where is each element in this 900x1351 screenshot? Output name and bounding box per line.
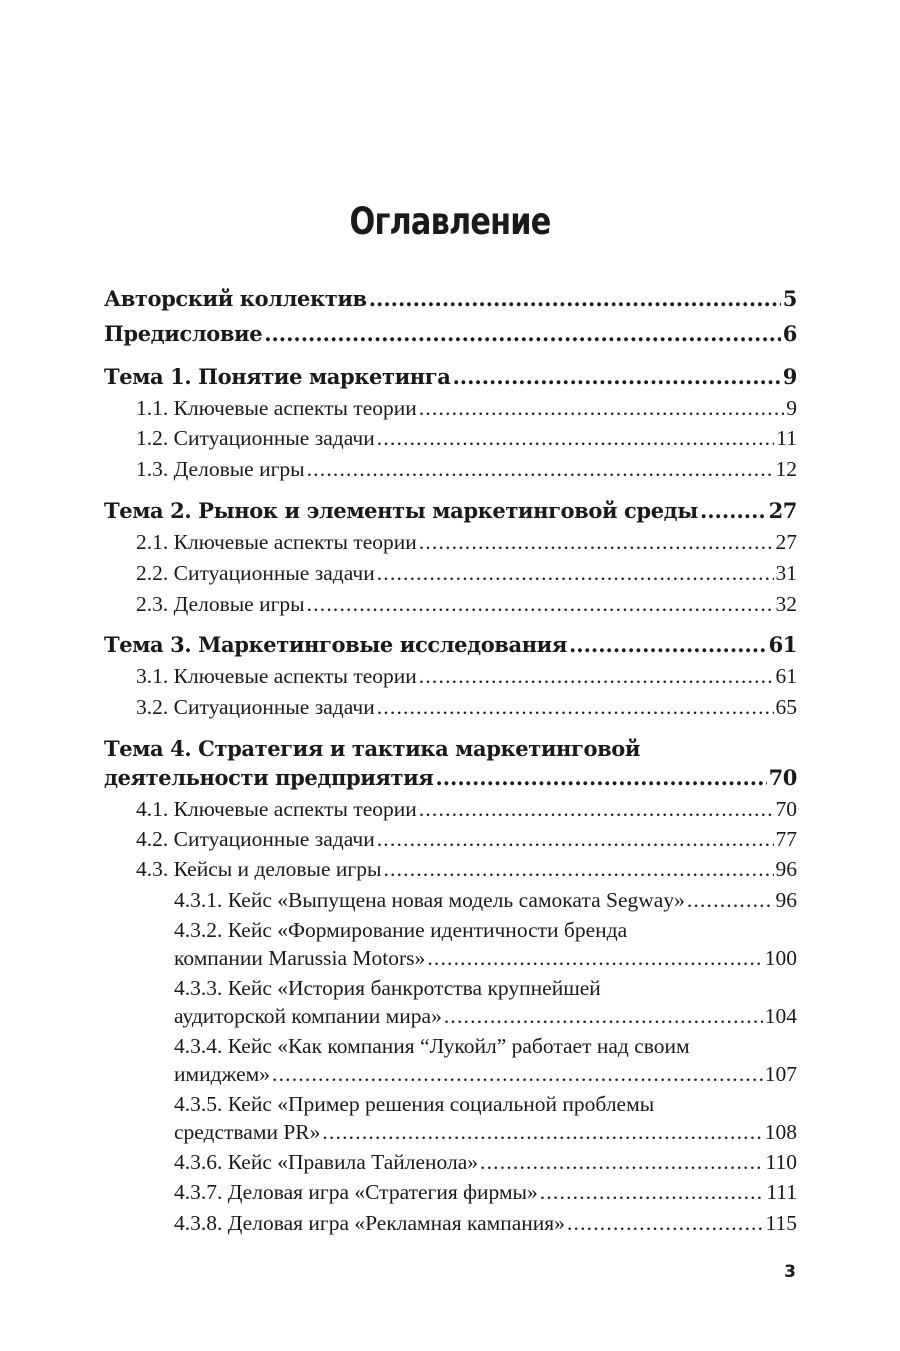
toc-entry-1-3[interactable] — [136, 457, 797, 482]
toc-entry-page: 104 — [764, 1004, 797, 1028]
toc-entry-2-1[interactable] — [136, 530, 797, 555]
toc-leader-dots — [427, 946, 762, 971]
toc-entry-text: аудиторской компании мира» — [174, 1004, 442, 1028]
page-number: 3 — [784, 1262, 796, 1282]
toc-entry-page: 107 — [764, 1062, 797, 1086]
toc-leader-dots — [435, 765, 766, 790]
toc-entry-page: 108 — [764, 1120, 797, 1144]
toc-entry-4-3[interactable] — [136, 857, 797, 882]
toc-entry-topic-4[interactable] — [104, 765, 797, 790]
toc-entry-page: 12 — [775, 457, 797, 481]
toc-leader-dots — [419, 530, 774, 555]
toc-leader-dots — [419, 797, 774, 822]
toc-leader-dots — [264, 321, 781, 346]
toc-entry-topic-4-line1[interactable]: Тема 4. Стратегия и тактика маркетинговой — [104, 736, 641, 761]
toc-entry-4-3-2-line1[interactable]: 4.3.2. Кейс «Формирование идентичности бренда — [174, 918, 628, 942]
toc-entry-page: 70 — [775, 797, 797, 821]
toc-entry-authors[interactable] — [104, 286, 797, 311]
toc-entry-text: имиджем» — [174, 1062, 271, 1086]
toc-entry-3-2[interactable] — [136, 695, 797, 720]
toc-entry-text: деятельности предприятия — [104, 765, 434, 790]
toc-entry-text: Тема 3. Маркетинговые исследования — [104, 632, 567, 657]
toc-leader-dots — [377, 426, 775, 451]
toc-entry-page: 115 — [765, 1211, 797, 1235]
toc-entry-text: 4.3.8. Деловая игра «Рекламная кампания» — [174, 1211, 565, 1235]
toc-leader-dots — [444, 1004, 763, 1029]
toc-entry-1-2[interactable] — [136, 426, 797, 451]
toc-entry-text: 4.3. Кейсы и деловые игры — [136, 857, 382, 881]
toc-leader-dots — [567, 1211, 764, 1236]
toc-entry-4-3-3[interactable] — [174, 1004, 797, 1029]
toc-entry-topic-1[interactable] — [104, 364, 797, 389]
toc-entry-4-3-5-line1[interactable]: 4.3.5. Кейс «Пример решения социальной проблемы — [174, 1092, 655, 1116]
toc-entry-2-2[interactable] — [136, 561, 797, 586]
toc-leader-dots — [377, 695, 774, 720]
toc-leader-dots — [687, 888, 774, 913]
toc-leader-dots — [369, 286, 781, 311]
toc-entry-text: Тема 2. Рынок и элементы маркетинговой среды — [104, 498, 698, 523]
toc-entry-page: 6 — [782, 321, 797, 346]
toc-entry-page: 100 — [764, 946, 797, 970]
toc-entry-topic-2[interactable] — [104, 498, 797, 523]
page-title: Оглавление — [349, 200, 551, 243]
toc-entry-text: 4.3.7. Деловая игра «Стратегия фирмы» — [174, 1180, 538, 1204]
toc-leader-dots — [272, 1062, 763, 1087]
toc-entry-page: 9 — [782, 364, 797, 389]
toc-entry-page: 11 — [776, 426, 797, 450]
toc-leader-dots — [377, 561, 774, 586]
toc-entry-4-3-3-line1[interactable]: 4.3.3. Кейс «История банкротства крупнейшей — [174, 976, 601, 1000]
toc-entry-page: 96 — [775, 888, 797, 912]
toc-leader-dots — [307, 457, 774, 482]
toc-leader-dots — [322, 1120, 762, 1145]
toc-entry-4-3-4[interactable] — [174, 1062, 797, 1087]
toc-entry-text: 3.1. Ключевые аспекты теории — [136, 664, 417, 688]
toc-leader-dots — [383, 857, 773, 882]
toc-entry-text: Предисловие — [104, 321, 263, 346]
toc-entry-text: 4.3.6. Кейс «Правила Тайленола» — [174, 1150, 479, 1174]
toc-entry-text: 1.1. Ключевые аспекты теории — [136, 396, 417, 420]
toc-leader-dots — [700, 498, 767, 523]
toc-entry-4-3-1[interactable] — [174, 888, 797, 913]
toc-leader-dots — [419, 664, 774, 689]
toc-entry-page: 65 — [775, 695, 797, 719]
toc-entry-4-3-8[interactable] — [174, 1211, 797, 1236]
toc-entry-text: Тема 1. Понятие маркетинга — [104, 364, 451, 389]
toc-entry-text: Авторский коллектив — [104, 286, 367, 311]
toc-entry-text: средствами PR» — [174, 1120, 321, 1144]
toc-entry-4-3-6[interactable] — [174, 1150, 797, 1175]
toc-entry-text: 3.2. Ситуационные задачи — [136, 695, 375, 719]
toc-entry-4-3-5[interactable] — [174, 1120, 797, 1145]
toc-entry-4-3-4-line1[interactable]: 4.3.4. Кейс «Как компания “Лукойл” работает над своим — [174, 1034, 690, 1058]
toc-entry-text: 4.1. Ключевые аспекты теории — [136, 797, 417, 821]
toc-entry-4-3-2[interactable] — [174, 946, 797, 971]
toc-entry-text: 2.1. Ключевые аспекты теории — [136, 530, 417, 554]
toc-entry-1-1[interactable] — [136, 396, 797, 421]
toc-entry-text: 1.3. Деловые игры — [136, 457, 305, 481]
toc-leader-dots — [377, 827, 774, 852]
toc-entry-topic-3[interactable] — [104, 632, 797, 657]
toc-entry-page: 9 — [786, 396, 797, 420]
toc-leader-dots — [307, 592, 774, 617]
toc-entry-4-1[interactable] — [136, 797, 797, 822]
toc-leader-dots — [569, 632, 767, 657]
toc-entry-4-2[interactable] — [136, 827, 797, 852]
toc-entry-text: 4.2. Ситуационные задачи — [136, 827, 375, 851]
toc-entry-text: 1.2. Ситуационные задачи — [136, 426, 375, 450]
toc-leader-dots — [452, 364, 780, 389]
toc-entry-page: 77 — [775, 827, 797, 851]
toc-entry-page: 70 — [768, 765, 797, 790]
toc-leader-dots — [540, 1180, 765, 1205]
toc-entry-page: 111 — [766, 1180, 797, 1204]
toc-entry-page: 27 — [768, 498, 797, 523]
toc-entry-page: 61 — [775, 664, 797, 688]
toc-entry-text: 2.3. Деловые игры — [136, 592, 305, 616]
toc-entry-page: 32 — [775, 592, 797, 616]
toc-entry-text: 4.3.1. Кейс «Выпущена новая модель самоката Segway» — [174, 888, 685, 912]
toc-entry-text: 2.2. Ситуационные задачи — [136, 561, 375, 585]
toc-leader-dots — [419, 396, 784, 421]
toc-entry-page: 5 — [782, 286, 797, 311]
toc-entry-page: 61 — [768, 632, 797, 657]
toc-entry-preface[interactable] — [104, 321, 797, 346]
toc-entry-text: компании Marussia Motors» — [174, 946, 426, 970]
toc-entry-page: 27 — [775, 530, 797, 554]
toc-entry-2-3[interactable] — [136, 592, 797, 617]
toc-entry-4-3-7[interactable] — [174, 1180, 797, 1205]
toc-entry-page: 96 — [775, 857, 797, 881]
toc-entry-page: 110 — [765, 1150, 797, 1174]
toc-leader-dots — [480, 1150, 764, 1175]
toc-entry-page: 31 — [775, 561, 797, 585]
toc-entry-3-1[interactable] — [136, 664, 797, 689]
